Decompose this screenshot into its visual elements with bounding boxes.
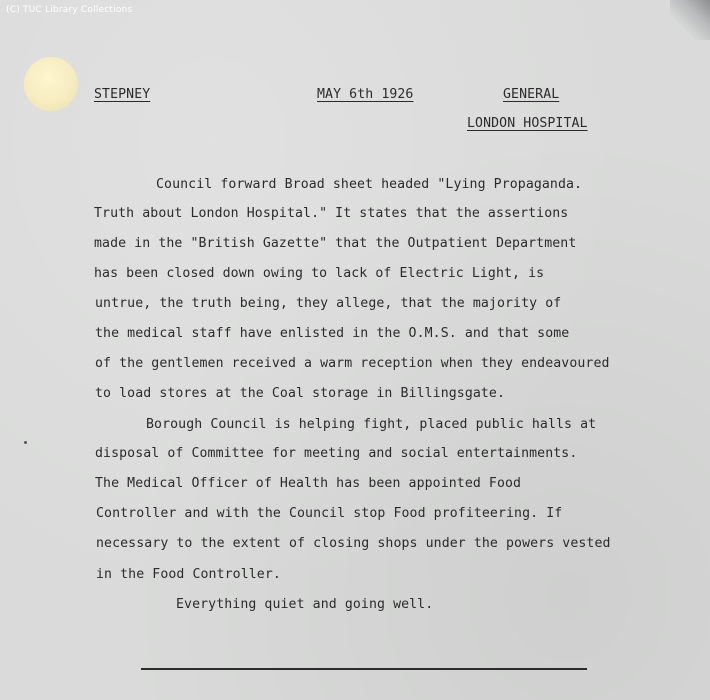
date-heading: MAY 6th 1926 — [317, 87, 414, 102]
body-line: untrue, the truth being, they allege, that the majority of — [95, 296, 562, 311]
body-line: of the gentlemen received a warm reception when they endeavoured — [95, 356, 610, 371]
punch-hole — [24, 57, 78, 111]
category-heading-line2: LONDON HOSPITAL — [467, 116, 588, 131]
copyright-watermark: (C) TUC Library Collections — [6, 5, 133, 15]
body-line: Council forward Broad sheet headed "Lying Propaganda. — [156, 177, 583, 192]
body-line: disposal of Committee for meeting and social entertainments. — [95, 446, 578, 461]
page-corner-shadow — [670, 0, 710, 40]
body-line: in the Food Controller. — [96, 567, 281, 582]
body-line: Everything quiet and going well. — [176, 597, 434, 612]
body-line: has been closed down owing to lack of Electric Light, is — [94, 266, 545, 281]
body-line: the medical staff have enlisted in the O.M.S. and that some — [95, 326, 570, 341]
body-line: to load stores at the Coal storage in Billingsgate. — [95, 386, 506, 401]
body-line: Borough Council is helping fight, placed public halls at — [146, 417, 597, 432]
paper-speck — [24, 441, 27, 444]
body-line: necessary to the extent of closing shops under the powers vested — [96, 536, 611, 551]
body-line: The Medical Officer of Health has been appointed Food — [95, 476, 522, 491]
location-heading: STEPNEY — [94, 87, 151, 102]
body-line: made in the "British Gazette" that the Outpatient Department — [94, 236, 577, 251]
category-heading-line1: GENERAL — [503, 87, 560, 102]
body-line: Truth about London Hospital." It states that the assertions — [94, 206, 569, 221]
body-line: Controller and with the Council stop Food profiteering. If — [96, 506, 563, 521]
bottom-rule — [141, 668, 587, 670]
